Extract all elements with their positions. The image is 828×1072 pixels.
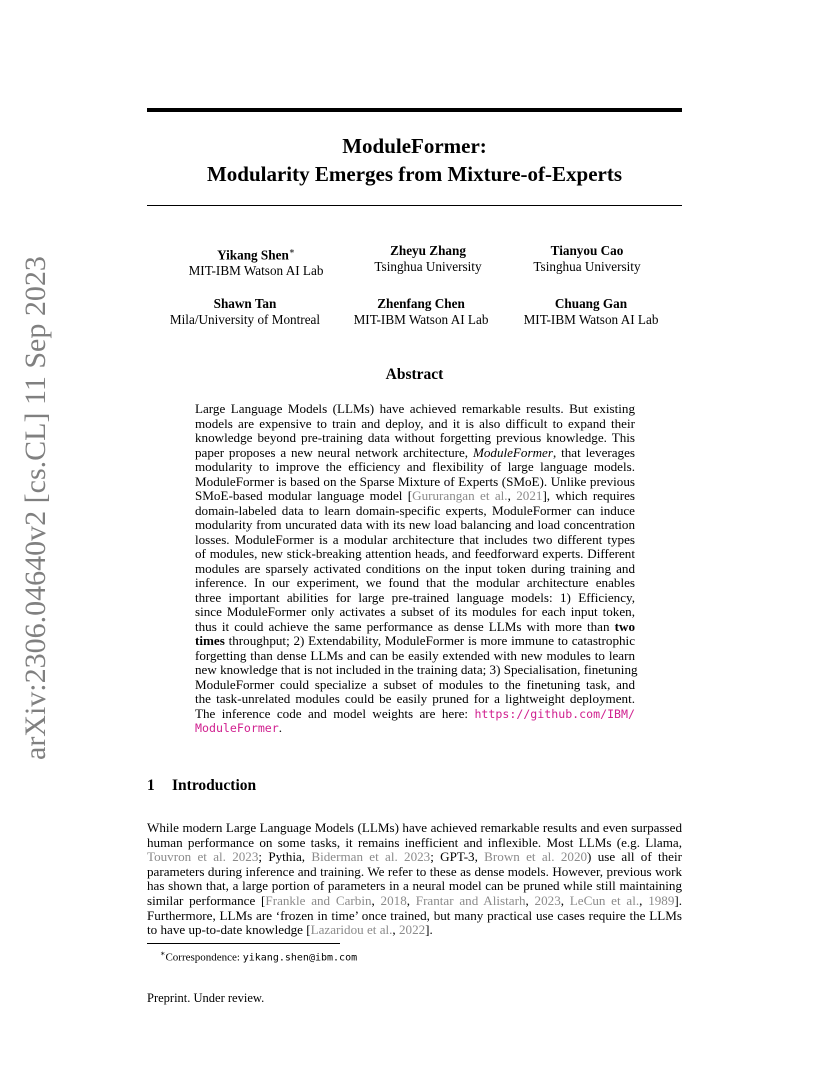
citation-link[interactable]: Biderman et al. 2023 <box>311 849 431 865</box>
author-card <box>166 243 346 279</box>
github-url-link[interactable]: ModuleFormer <box>195 721 279 735</box>
author-name: Chuang Gan <box>554 296 628 311</box>
author-name: Shawn Tan <box>213 296 277 311</box>
author-name: Zhenfang Chen <box>377 296 465 311</box>
abstract-line: modularity from uncurated data with its new load balancing and load concentration <box>195 517 635 532</box>
section-title: Introduction <box>172 777 257 794</box>
author-affiliation: Mila/University of Montreal <box>169 312 321 327</box>
abstract-line: inference. In our experiment, we found that the modular architecture enables <box>195 575 635 590</box>
paper-title-line-1: ModuleFormer: <box>342 134 487 158</box>
author-card <box>497 243 677 275</box>
paper-title-line-2: Modularity Emerges from Mixture-of-Experts <box>206 162 623 186</box>
intro-line: similar performance [Frankle and Carbin, 2018, Frantar and Alistarh, 2023, LeCun et al., 1989]. <box>147 892 683 908</box>
footnote: ∗Correspondence: yikang.shen@ibm.com <box>160 949 358 964</box>
bold-emphasis: two <box>614 618 635 634</box>
intro-line: to have up-to-date knowledge [Lazaridou et al., 2022]. <box>147 922 433 938</box>
citation-year-link[interactable]: 2023 <box>534 892 561 908</box>
citation-link[interactable]: Brown et al. 2020 <box>484 849 588 865</box>
abstract-line: knowledge beyond pre-training data without forgetting previous knowledge. This <box>195 430 635 445</box>
author-card <box>331 296 511 328</box>
abstract-line: times throughput; 2) Extendability, ModuleFormer is more immune to catastrophic <box>195 633 636 648</box>
abstract-line: ModuleFormer is based on the Sparse Mixture of Experts (SMoE). Unlike previous <box>195 473 635 489</box>
preprint-notice: Preprint. Under review. <box>147 991 265 1005</box>
abstract-line: new knowledge that is not included in the training data; 3) Specialisation, finetuning <box>195 662 638 677</box>
abstract-line: models are expensive to train and deploy, and it is also difficult to expand their <box>195 415 635 431</box>
citation-year-link[interactable]: 2021 <box>516 488 543 503</box>
citation-year-link[interactable]: 2018 <box>380 892 407 908</box>
abstract-line: SMoE-based modular language model [Gururangan et al., 2021], which requires <box>195 488 635 503</box>
citation-year-link[interactable]: 2022 <box>398 922 426 938</box>
author-name: Zheyu Zhang <box>390 243 466 258</box>
title-bottom-rule <box>147 205 682 206</box>
author-name: Yikang Shen∗ <box>217 246 295 263</box>
citation-link[interactable]: Frantar and Alistarh <box>415 892 526 908</box>
abstract-body <box>195 401 638 736</box>
intro-line: parameters during inference and training. We refer to these as dense models. However, previous work <box>147 863 682 879</box>
abstract-line: ModuleFormer could specialize a subset of modules to the finetuning task, and <box>195 676 635 692</box>
abstract-line: paper proposes a new neural network architecture, ModuleFormer, that leverages <box>195 444 636 460</box>
intro-line: has shown that, a large portion of parameters in a neural model can be pruned while still maintaining <box>147 878 682 894</box>
intro-line: Touvron et al. 2023; Pythia, Biderman et al. 2023; GPT-3, Brown et al. 2020) use all of their <box>147 849 682 865</box>
footnote-rule <box>147 943 340 944</box>
section-number: 1 <box>147 777 155 794</box>
abstract-line: modularity to improve the efficiency and flexibility of large language models. <box>195 459 635 474</box>
intro-line: While modern Large Language Models (LLMs) have achieved remarkable results and even surpassed <box>147 820 682 835</box>
abstract-line: Large Language Models (LLMs) have achieved remarkable results. But existing <box>195 401 635 416</box>
abstract-line: three important abilities for large pre-trained language models: 1) Efficiency, <box>195 589 635 605</box>
abstract-line: the task-unrelated modules could be easily pruned for a lightweight deployment. <box>195 691 635 706</box>
citation-link[interactable]: Touvron et al. 2023 <box>147 849 259 865</box>
model-name-italic: ModuleFormer <box>472 444 553 460</box>
citation-year-link[interactable]: 1989 <box>648 892 675 908</box>
intro-line: Furthermore, LLMs are ‘frozen in time’ once trained, but many practical use cases require the LLMs <box>147 907 682 923</box>
abstract-line: losses. ModuleFormer is a modular architecture that includes two different types <box>195 531 635 547</box>
author-affiliation: MIT-IBM Watson AI Lab <box>188 263 324 279</box>
abstract-line: thus it could achieve the same performance as dense LLMs with more than two <box>195 618 635 634</box>
arxiv-identifier[interactable]: arXiv:2306.04640v2 [cs.CL] 11 Sep 2023 <box>19 256 52 760</box>
abstract-line: forgetting than dense LLMs and can be easily extended with new modules to learn <box>195 647 635 663</box>
footnote-marker[interactable]: ∗ <box>288 246 295 256</box>
abstract-line: ModuleFormer. <box>195 720 283 735</box>
author-card <box>501 296 681 328</box>
abstract-line: The inference code and model weights are here: https://github.com/IBM/ <box>195 705 635 721</box>
footnote-marker: ∗ <box>160 949 166 958</box>
abstract-line: modules are sparsely activated conditions on the input token during training and <box>195 560 635 576</box>
correspondence-email[interactable]: yikang.shen@ibm.com <box>242 952 358 964</box>
author-affiliation: MIT-IBM Watson AI Lab <box>523 312 659 327</box>
github-url-link[interactable]: https://github.com/IBM/ <box>474 706 635 721</box>
author-card <box>338 243 518 275</box>
abstract-line: since ModuleFormer only activates a subset of its modules for each input token, <box>195 604 635 619</box>
author-name: Tianyou Cao <box>550 243 624 258</box>
bold-emphasis: times <box>195 633 225 648</box>
abstract-line: domain-labeled data to learn domain-specific experts, ModuleFormer can induce <box>195 502 635 518</box>
author-card <box>155 296 335 328</box>
abstract-line: of modules, new stick-breaking attention heads, and feedforward experts. Different <box>195 546 635 561</box>
author-affiliation: Tsinghua University <box>533 259 641 274</box>
citation-link[interactable]: Frankle and Carbin <box>265 892 372 908</box>
citation-link[interactable]: LeCun et al. <box>569 892 640 908</box>
section-heading <box>147 776 256 796</box>
intro-line: human performance on some tasks, it remains inefficient and inflexible. Most LLMs (e.g. Llama, <box>147 834 682 850</box>
abstract-heading: Abstract <box>385 366 444 383</box>
author-affiliation: MIT-IBM Watson AI Lab <box>353 312 489 327</box>
citation-link[interactable]: Gururangan et al. <box>412 488 508 503</box>
citation-link[interactable]: Lazaridou et al. <box>310 922 393 938</box>
author-affiliation: Tsinghua University <box>374 259 482 274</box>
introduction-body <box>147 821 682 938</box>
title-top-rule <box>147 108 682 112</box>
